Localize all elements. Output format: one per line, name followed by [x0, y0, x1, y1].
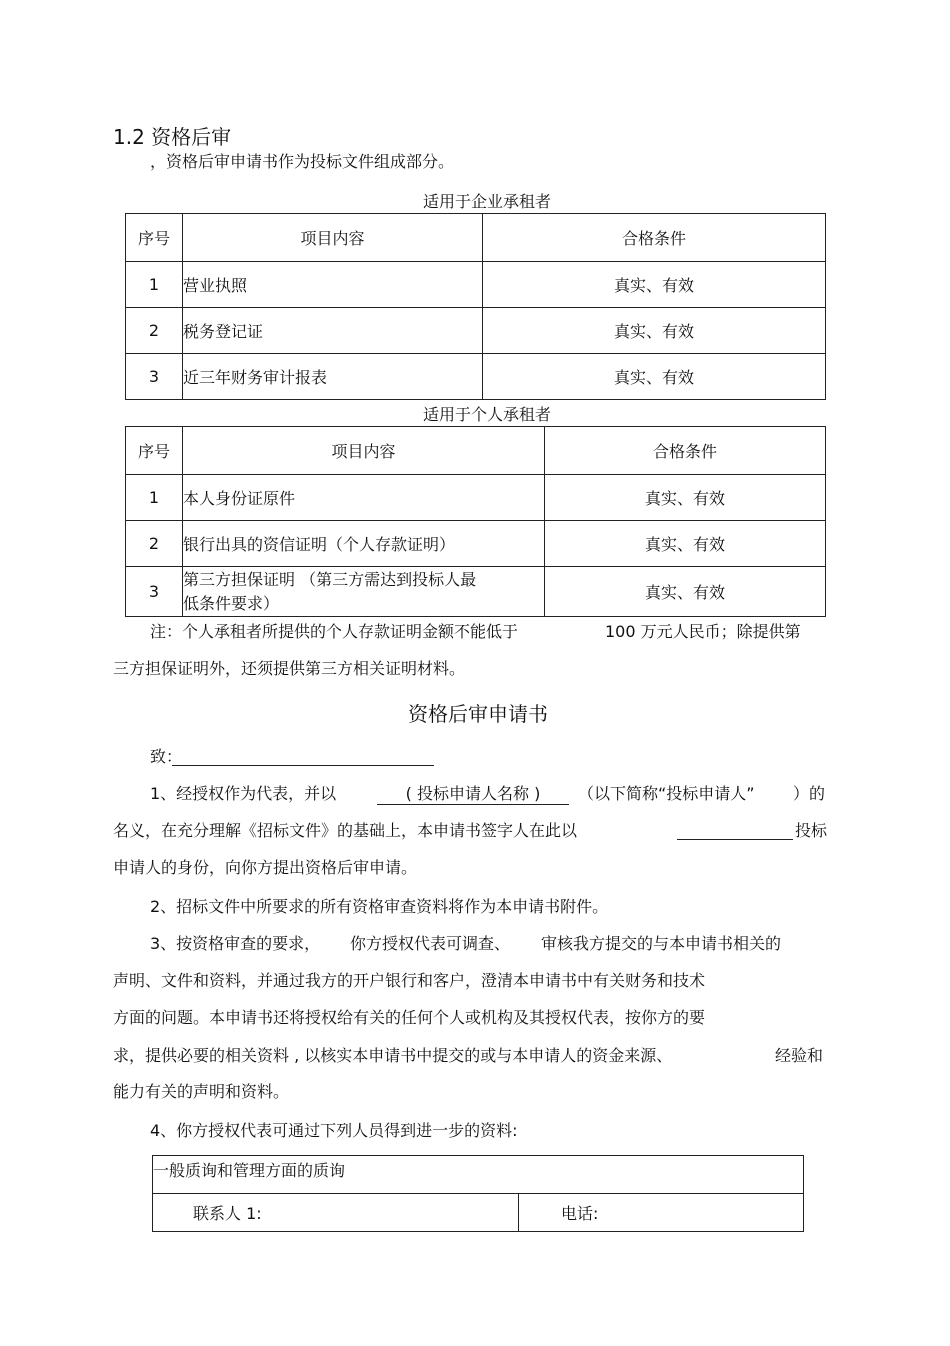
note-line1-b: 100 万元人民币；除提供第 — [605, 622, 801, 641]
p1-line2-a: 名义，在充分理解《招标文件》的基础上，本申请书签字人在此以 — [113, 821, 578, 840]
row-item: 营业执照 — [183, 262, 483, 308]
applicant-name-text: ( 投标申请人名称 ) — [377, 784, 569, 805]
form-title: 资格后审申请书 — [408, 702, 548, 726]
p3-line4-a: 求，提供必要的相关资料 , 以核实本申请书中提交的或与本申请人的资金来源、 — [113, 1046, 673, 1065]
row-condition: 真实、有效 — [483, 354, 826, 400]
row-no: 3 — [126, 567, 183, 617]
row-item-line2: 低条件要求） — [183, 593, 280, 613]
individual-requirements-table — [125, 426, 826, 617]
to-label: 致： — [150, 747, 183, 766]
header-condition: 合格条件 — [483, 214, 826, 262]
header-item: 项目内容 — [183, 214, 483, 262]
row-condition: 真实、有效 — [545, 475, 826, 521]
p1-line2-b: 投标 — [795, 821, 828, 840]
p3-line2: 声明、文件和资料，并通过我方的开户银行和客户，澄清本申请书中有关财务和技术 — [113, 971, 706, 990]
p3-line3: 方面的问题。本申请书还将授权给有关的任何个人或机构及其授权代表，按你方的要 — [113, 1008, 706, 1027]
table-row — [126, 567, 826, 617]
row-no: 2 — [126, 521, 183, 567]
contact-table — [152, 1155, 804, 1232]
table1-caption: 适用于企业承租者 — [422, 192, 551, 211]
row-item — [183, 567, 545, 617]
p1-a: 1、经授权作为代表，并以 — [150, 784, 337, 803]
p3-line1-c: 审核我方提交的与本申请书相关的 — [541, 934, 782, 953]
p4: 4、你方授权代表可通过下列人员得到进一步的资料: — [150, 1121, 518, 1140]
header-no: 序号 — [126, 214, 183, 262]
table2-caption: 适用于个人承租者 — [422, 405, 551, 424]
section-heading: 1.2 资格后审 — [113, 125, 232, 149]
table-row — [126, 262, 826, 308]
table-row — [126, 475, 826, 521]
row-item-line1: 第三方担保证明 （第三方需达到投标人最 — [183, 569, 477, 589]
p3-line1-a: 3、按资格审查的要求， — [150, 934, 321, 953]
table-row — [126, 308, 826, 354]
row-condition: 真实、有效 — [483, 262, 826, 308]
intro-text: ，资格后审申请书作为投标文件组成部分。 — [150, 152, 455, 171]
row-no: 3 — [126, 354, 183, 400]
p1-b: （以下简称“投标申请人” — [578, 784, 755, 803]
phone-label: 电话: — [519, 1194, 804, 1232]
enterprise-requirements-table — [125, 213, 826, 400]
p1-line3: 申请人的身份，向你方提出资格后审申请。 — [113, 858, 418, 877]
row-condition: 真实、有效 — [483, 308, 826, 354]
contact-person-label: 联系人 1: — [153, 1194, 519, 1232]
header-no: 序号 — [126, 427, 183, 475]
row-no: 1 — [126, 475, 183, 521]
header-item: 项目内容 — [183, 427, 545, 475]
row-item: 税务登记证 — [183, 308, 483, 354]
p3-line1-b: 你方授权代表可调查、 — [350, 934, 511, 953]
note-line1-a: 注：个人承租者所提供的个人存款证明金额不能低于 — [150, 622, 519, 641]
p2: 2、招标文件中所要求的所有资格审查资料将作为本申请书附件。 — [150, 897, 609, 916]
signer-blank-line — [677, 839, 793, 840]
to-blank-line — [172, 765, 434, 766]
p3-line5: 能力有关的声明和资料。 — [113, 1082, 290, 1101]
row-no: 1 — [126, 262, 183, 308]
p3-line4-b: 经验和 — [775, 1046, 824, 1065]
contact-table-header: 一般质询和管理方面的质询 — [153, 1156, 804, 1194]
note-line2: 三方担保证明外，还须提供第三方相关证明材料。 — [113, 659, 466, 678]
row-condition: 真实、有效 — [545, 521, 826, 567]
applicant-name-field — [377, 784, 569, 805]
row-item: 近三年财务审计报表 — [183, 354, 483, 400]
row-no: 2 — [126, 308, 183, 354]
row-condition: 真实、有效 — [545, 567, 826, 617]
table-row — [126, 354, 826, 400]
p1-c: ）的 — [793, 784, 826, 803]
header-condition: 合格条件 — [545, 427, 826, 475]
row-item: 本人身份证原件 — [183, 475, 545, 521]
row-item: 银行出具的资信证明（个人存款证明） — [183, 521, 545, 567]
table-row — [126, 521, 826, 567]
